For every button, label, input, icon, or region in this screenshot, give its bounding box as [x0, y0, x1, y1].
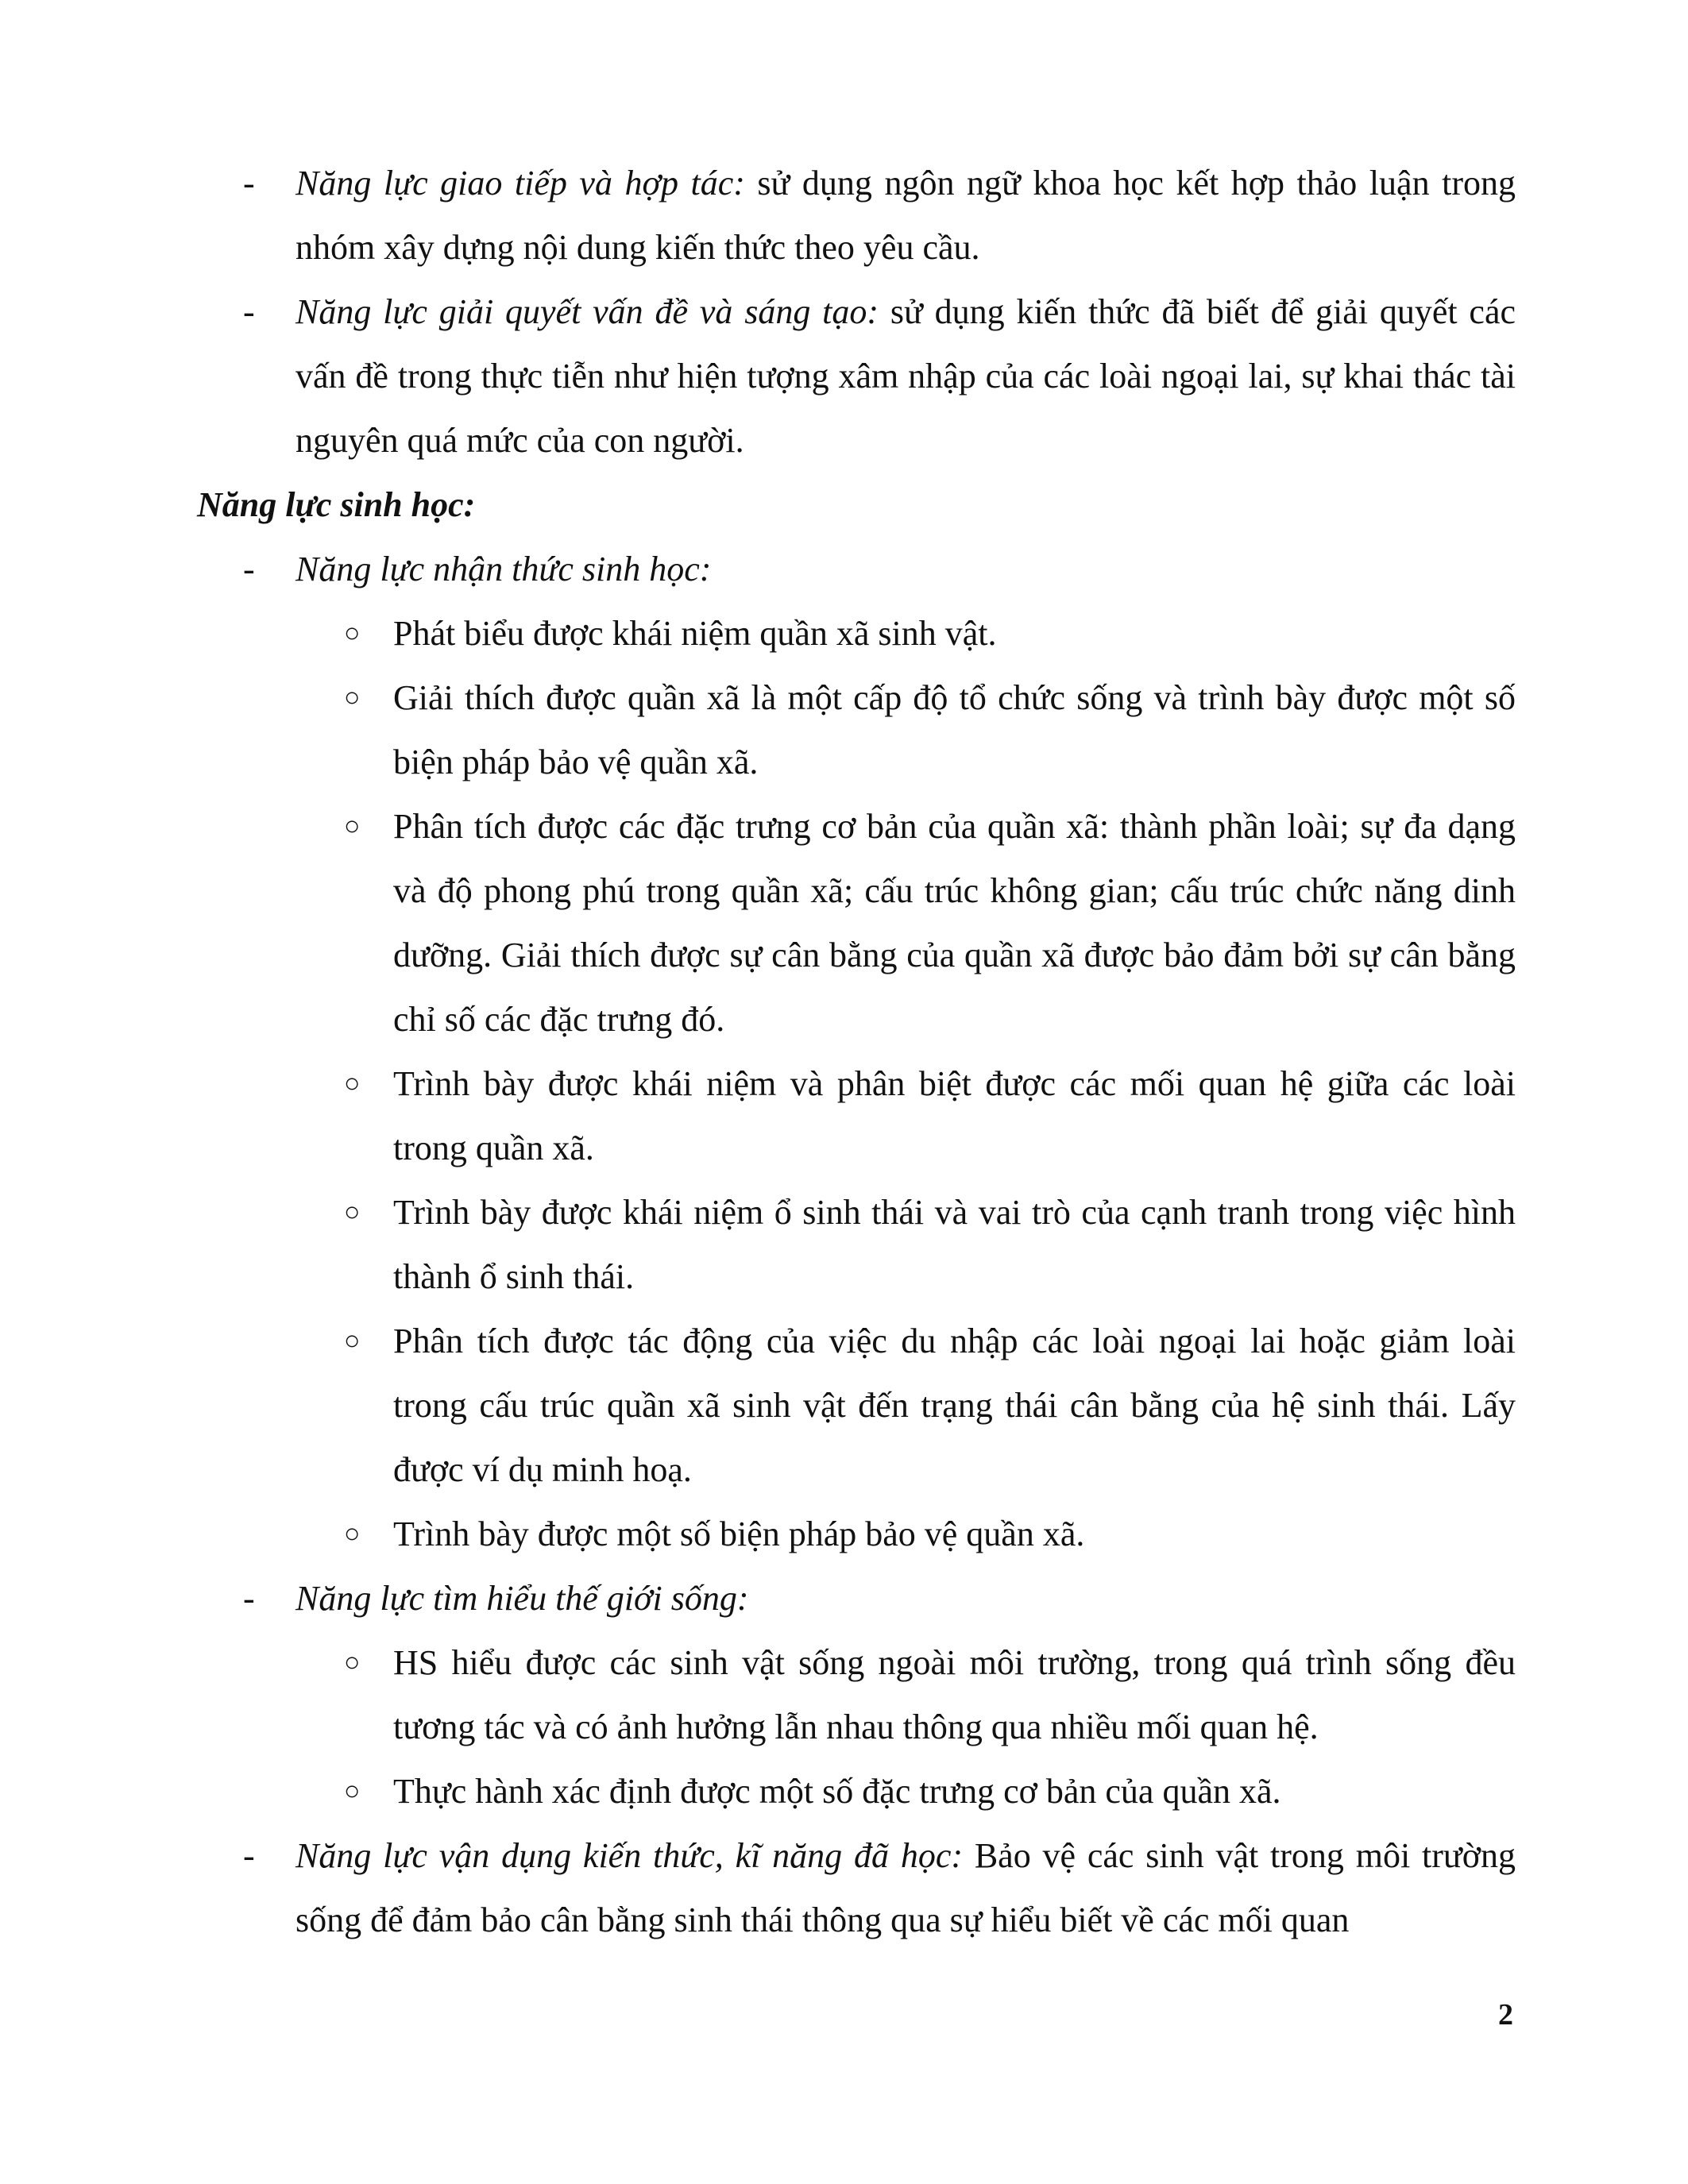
list-item [197, 1566, 1516, 1630]
item-label: Năng lực giao tiếp và hợp tác: [295, 164, 745, 203]
circle-bullet: ○ [344, 1648, 361, 1677]
circle-bullet: ○ [344, 1326, 361, 1356]
dash-bullet: - [243, 1836, 255, 1875]
sub-list-item [197, 1180, 1516, 1309]
item-label: Năng lực nhận thức sinh học: [295, 550, 712, 588]
dash-bullet: - [243, 550, 255, 588]
section-heading: Năng lực sinh học: [197, 485, 476, 524]
circle-bullet: ○ [344, 1777, 361, 1806]
circle-bullet: ○ [344, 619, 361, 648]
item-label: Năng lực giải quyết vấn đề và sáng tạo: [295, 292, 879, 331]
item-text: Phát biểu được khái niệm quần xã sinh vật. [393, 614, 997, 653]
item-label: Năng lực vận dụng kiến thức, kĩ năng đã học: [295, 1836, 963, 1875]
item-text: HS hiểu được các sinh vật sống ngoài môi trường, trong quá trình sống đều tương tác và có ảnh hưởng lẫn nhau thông qua nhiều mối quan hệ. [393, 1643, 1516, 1746]
list-item [197, 280, 1516, 473]
item-text: Trình bày được khái niệm ổ sinh thái và vai trò của cạnh tranh trong việc hình thành ổ sinh thái. [393, 1193, 1516, 1296]
list-item [197, 1823, 1516, 1952]
sub-list-item [197, 1630, 1516, 1759]
item-text: sử dụng ngôn ngữ khoa học kết hợp thảo luận trong nhóm xây dựng nội dung kiến thức theo yêu cầu. [295, 164, 1516, 267]
item-text: Trình bày được một số biện pháp bảo vệ quần xã. [393, 1515, 1085, 1553]
sub-list-item [197, 1309, 1516, 1502]
sub-list-item [197, 1051, 1516, 1180]
item-text: Thực hành xác định được một số đặc trưng cơ bản của quần xã. [393, 1772, 1281, 1811]
page-content [197, 151, 1516, 1952]
sub-list-item [197, 601, 1516, 666]
sub-list-item [197, 794, 1516, 1051]
circle-bullet: ○ [344, 812, 361, 841]
list-item [197, 537, 1516, 601]
item-text: Giải thích được quần xã là một cấp độ tổ chức sống và trình bày được một số biện pháp bảo vệ quần xã. [393, 678, 1516, 781]
circle-bullet: ○ [344, 1519, 361, 1549]
item-text: Trình bày được khái niệm và phân biệt được các mối quan hệ giữa các loài trong quần xã. [393, 1064, 1516, 1167]
item-label: Năng lực tìm hiểu thế giới sống: [295, 1579, 749, 1618]
sub-list-item [197, 666, 1516, 794]
circle-bullet: ○ [344, 1198, 361, 1227]
item-text: sử dụng kiến thức đã biết để giải quyết các vấn đề trong thực tiễn như hiện tượng xâm nhập của các loài ngoại lai, sự khai thác tài nguyên quá mức của con người. [295, 292, 1516, 460]
circle-bullet: ○ [344, 683, 361, 712]
page-number: 2 [1498, 1998, 1513, 2032]
item-text: Phân tích được các đặc trưng cơ bản của quần xã: thành phần loài; sự đa dạng và độ phong phú trong quần xã; cấu trúc không gian; cấu trúc chức năng dinh dưỡng. Giải thích được sự cân bằng của quần xã được bảo đảm bởi sự cân bằng chỉ số các đặc trưng đó. [393, 807, 1516, 1039]
item-text: Bảo vệ các sinh vật trong môi trường sống để đảm bảo cân bằng sinh thái thông qua sự hiểu biết về các mối quan [295, 1836, 1516, 1939]
dash-bullet: - [243, 164, 255, 203]
list-item [197, 151, 1516, 280]
sub-list-item [197, 1759, 1516, 1823]
sub-list-item [197, 1502, 1516, 1566]
dash-bullet: - [243, 1579, 255, 1618]
circle-bullet: ○ [344, 1069, 361, 1098]
dash-bullet: - [243, 292, 255, 331]
item-text: Phân tích được tác động của việc du nhập các loài ngoại lai hoặc giảm loài trong cấu trúc quần xã sinh vật đến trạng thái cân bằng của hệ sinh thái. Lấy được ví dụ minh hoạ. [393, 1322, 1516, 1489]
